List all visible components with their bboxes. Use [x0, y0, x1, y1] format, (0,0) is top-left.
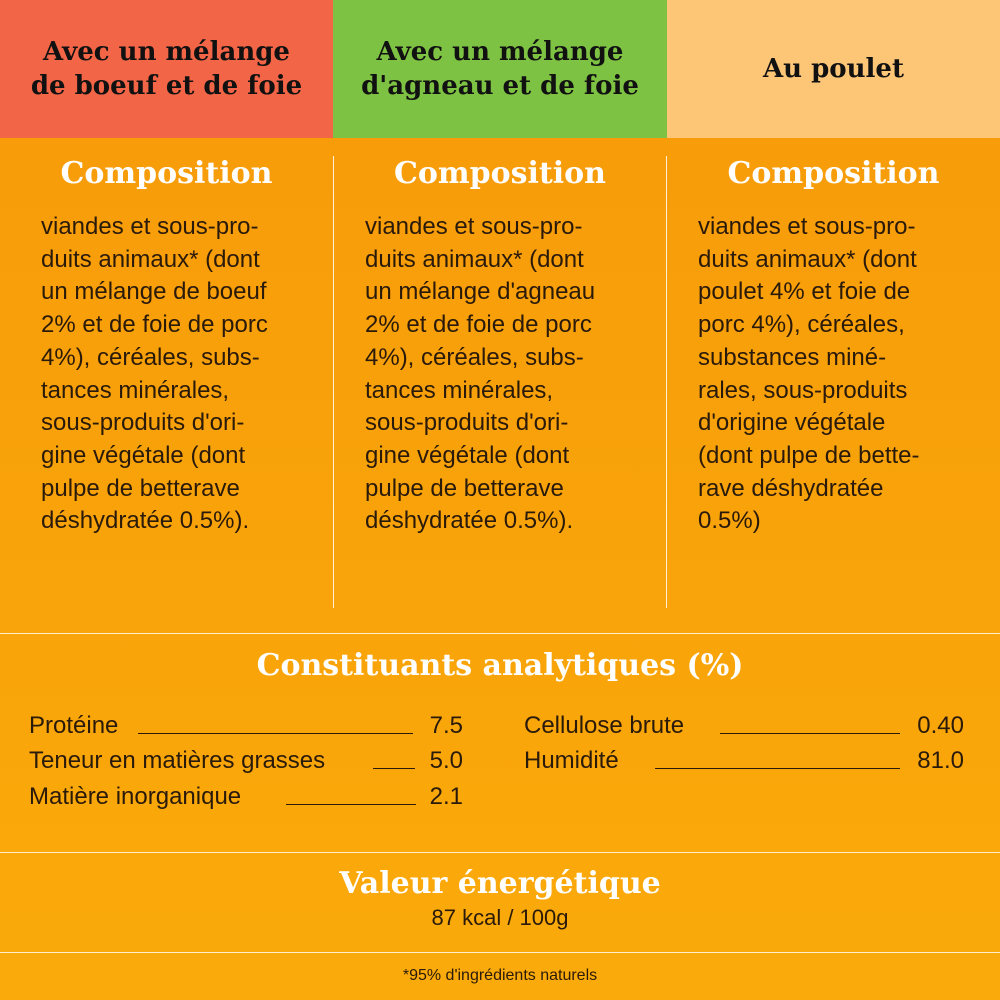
section-divider	[0, 633, 1000, 634]
composition-column-lamb	[333, 138, 667, 633]
section-divider	[0, 952, 1000, 953]
analytics-value: 0.40	[917, 712, 964, 739]
header-chicken-label: Au poulet	[763, 54, 904, 84]
analytics-row-protein	[29, 709, 463, 743]
section-divider	[0, 852, 1000, 853]
analytics-value: 81.0	[917, 747, 964, 774]
composition-column-chicken	[667, 138, 1000, 633]
energy-value: 87 kcal / 100g	[431, 905, 569, 930]
analytics-value: 5.0	[429, 747, 463, 774]
analytics-title: Constituants analytiques (%)	[256, 648, 744, 683]
composition-title: Composition	[727, 156, 940, 191]
analytics-label: Cellulose brute	[524, 712, 685, 739]
analytics-label: Humidité	[524, 747, 619, 774]
analytics-value: 2.1	[429, 783, 463, 810]
footnote: *95% d'ingrédients naturels	[402, 967, 598, 984]
analytics-label: Teneur en matières grasses	[29, 747, 326, 774]
column-divider	[333, 156, 334, 608]
analytics-label: Protéine	[29, 712, 119, 739]
analytics-value: 7.5	[429, 712, 463, 739]
leader-line	[720, 733, 900, 734]
composition-section	[0, 138, 1000, 633]
header-chicken	[667, 0, 1000, 138]
analytics-label: Matière inorganique	[29, 783, 242, 810]
composition-text-beef: viandes et sous-pro- duits animaux* (dont un mélange de boeuf 2% et de foie de porc 4%), céréales, subs- tances minérales, sous-produits d'ori- gine végétale (dont pulpe de betterave déshydratée 0.5%).	[41, 213, 268, 535]
composition-title: Composition	[394, 156, 606, 191]
header-lamb-liver-label: Avec un mélange d'agneau et de foie	[361, 37, 639, 101]
composition-title: Composition	[60, 156, 273, 191]
leader-line	[373, 768, 415, 769]
leader-line	[655, 768, 900, 769]
composition-column-beef	[0, 138, 333, 633]
analytics-row-ash	[29, 780, 463, 814]
column-divider	[666, 156, 667, 608]
composition-text-lamb: viandes et sous-pro- duits animaux* (dont un mélange d'agneau 2% et de foie de porc 4%), céréales, subs- tances minérales, sous-produits d'ori- gine végétale (dont pulpe de betterave déshydratée 0.5%).	[365, 213, 596, 535]
header-beef-liver	[0, 0, 333, 138]
composition-text-chicken: viandes et sous-pro- duits animaux* (dont poulet 4% et foie de porc 4%), céréales, substances miné- rales, sous-produits d'origine végétale (dont pulpe de bette- rave déshydratée 0.5%)	[698, 213, 920, 535]
leader-line	[286, 804, 416, 805]
header-row	[0, 0, 1000, 138]
header-lamb-liver	[333, 0, 667, 138]
header-beef-liver-label: Avec un mélange de boeuf et de foie	[30, 37, 303, 101]
leader-line	[138, 733, 413, 734]
analytics-row-moisture	[524, 744, 964, 778]
analytics-row-fibre	[524, 709, 964, 743]
energy-title: Valeur énergétique	[339, 866, 661, 901]
analytics-row-fat	[29, 744, 463, 778]
